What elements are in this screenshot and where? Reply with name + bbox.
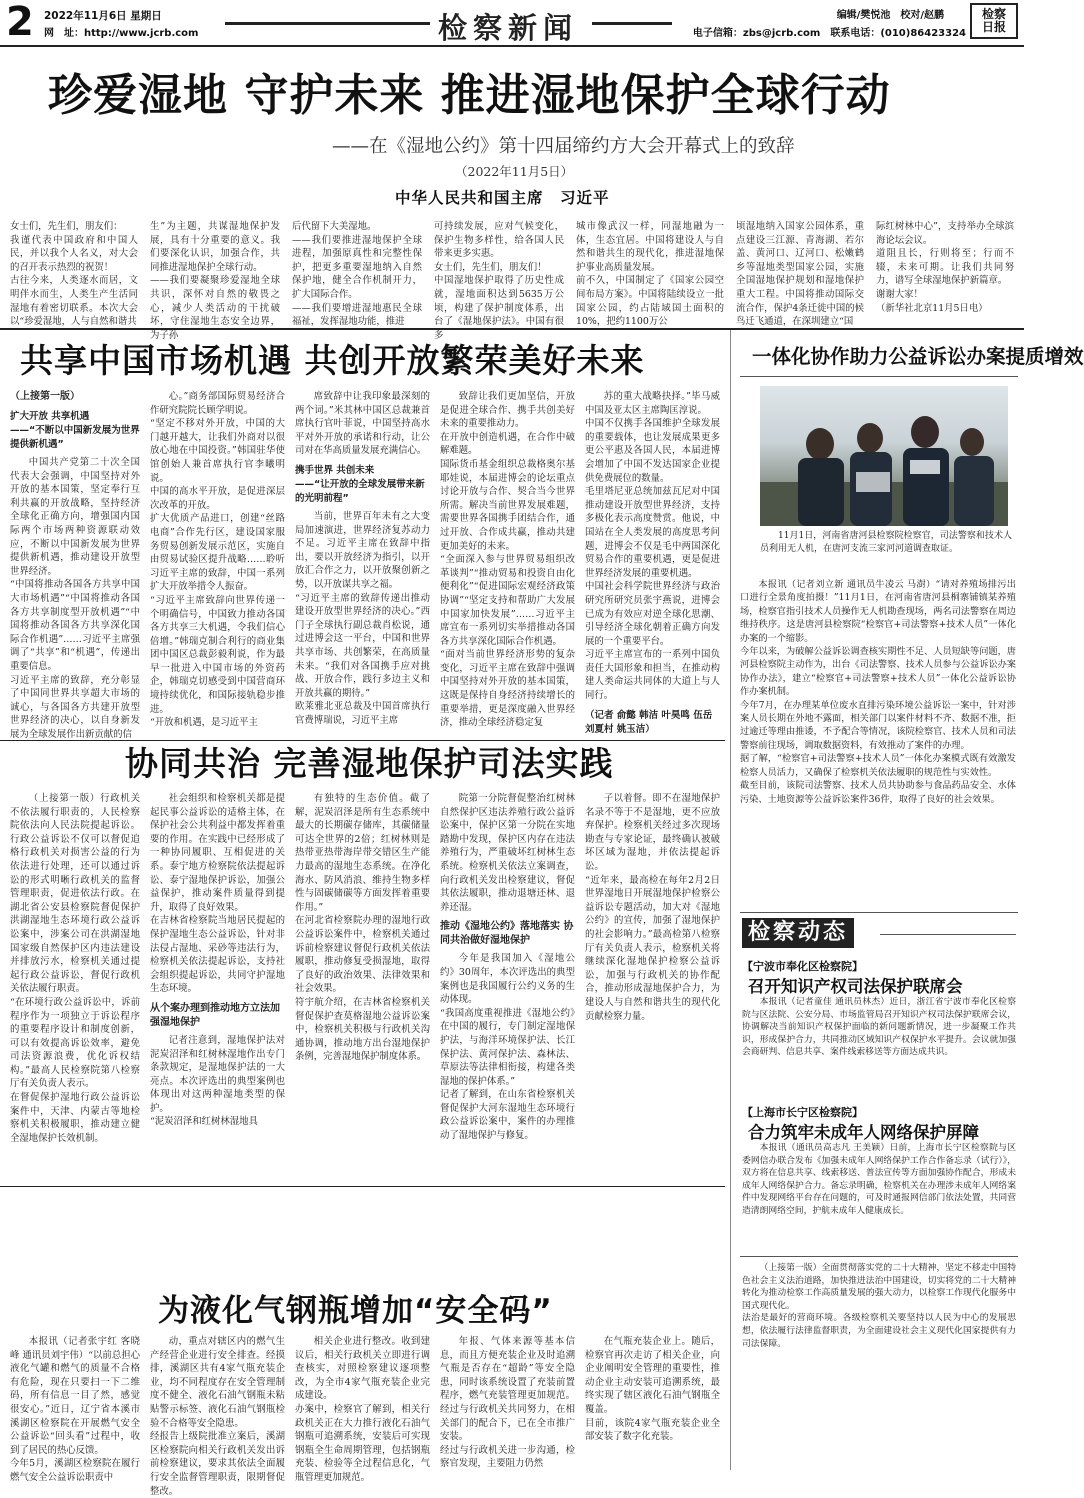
speech-col-4 <box>434 220 564 341</box>
editors: 编辑/樊悦池 校对/赵鹏 <box>836 10 944 21</box>
dongtai-item2-text: 本报讯（通讯员高志凡 王美颖）日前，上海市长宁区检察院与区委网信办联合发布《加强未成年人网络保护工作合作备忘录（试行）》，双方将在信息共享、线索移送、普法宣传等方面加强协作配合，形成未成年人网络保护合力。备忘录明确，检察机关在办理涉未成年人网络案件中发现网络平台存在问题的，可及时通报网信部门依法处置，共同营造清朗网络空间，护航未成年人健康成长。 <box>742 1143 1016 1216</box>
market-bottom-rule <box>0 740 725 741</box>
dongtai-label-rule <box>880 934 1016 935</box>
speech-col-1 <box>10 220 138 328</box>
market-col-1 <box>10 390 140 740</box>
market-text-4: 致辞让我们更加坚信，开放是促进全球合作、携手共创美好未来的重要推动力。 在开放中创造机遇，在合作中破解难题。 国际货币基金组织总裁格奥尔基耶娃说，本届进博会的论坛重点讨论开放与合作、契合当今世界所需。解决当前世界发展难题，需要世界各国携手团结合作，通过开放、合作成共赢，推动共建更加美好的未来。 “全面深入参与世界贸易组织改革谈判”“推动贸易和投资自由化便利化”“促进国际宏观经济政策协调”“坚定支持和帮助广大发展中国家加快发展”……习近平主席宣布一系列切实举措推动各国各方共享深化国际合作机遇。 “面对当前世界经济形势的复杂变化，习近平主席在致辞中强调中国坚持对外开放的基本国策，这既是保持自身经济持续增长的重要举措，更是深度融入世界经济，推动全球经济稳定复 <box>440 391 575 729</box>
right-column-divider <box>730 330 731 1470</box>
gas-text-5: 在气瓶充装企业上。随后，检察官再次走访了相关企业，向企业阐明安全管理的重要性，推动企业主动安装可追溯系统，最终实现了辖区液化石油气钢瓶全覆盖。 目前，该院4家气瓶充装企业全部安装了数字化充装。 <box>585 1336 720 1443</box>
speech-bottom-rule <box>0 328 1024 330</box>
judicial-sub-2: 推动《湿地公约》落地落实 协同共治做好湿地保护 <box>440 921 574 947</box>
judicial-text-2b: 记者注意到，湿地保护法对泥炭沼泽和红树林湿地作出专门条款规定，是湿地保护法的一大亮点。本次评选出的典型案例也体现出对这两种湿地类型的保护。 “泥炭沼泽和红树林湿地具 <box>150 1034 285 1128</box>
market-text-3b: 当前，世界百年未有之大变局加速演进，世界经济复苏动力不足。习近平主席在致辞中指出，要以开放经济为指引，以开放汇合作之力，以开放聚创新之势，以开放谋共享之福。 “习近平主席的致辞传递出推动建设开放型世界经济的决心。”西门子全球执行副总裁肖松说，通过进博会这一平台，中国和世界共享市场、共创繁荣，在高质量未来。“我们对各国携手应对挑战、开放合作，践行多边主义和开放共赢的期待。” 欧莱雅北亚总裁及中国首席执行官费博瑞说，习近平主席 <box>295 510 430 726</box>
dongtai-item1-text: 本报讯（记者童佳 通讯员林杰）近日，浙江省宁波市奉化区检察院与区法院、公安分局、市场监管局召开知识产权司法保护联席会议，协调解决当前知识产权保护面临的新问题新情况，进一步凝聚工作共识，形成保护合力，共同推动区域知识产权保护水平提升。会议就加强会商研判、信息共享、案件线索移送等方面达成共识。 <box>742 997 1016 1058</box>
dongtai-label-box <box>742 918 874 948</box>
dongtai-item2-org: 【上海市长宁区检察院】 <box>742 1106 863 1119</box>
dongtai-top-rule <box>740 912 1018 913</box>
speech-col-3 <box>292 220 422 328</box>
judicial-col-1 <box>10 792 140 1182</box>
header-rule-left <box>225 22 430 25</box>
side-top-text: 本报讯（记者刘立新 通讯员牛凌云 马澍）“请对养殖场排污出口进行全景角度拍摄！”11月1日，在河南省唐河县桐寨铺镇某养殖场，检察官指引技术人员操作无人机勘查现场，两名司法警察在周边维持秩序。这是唐河县检察院“检察官+司法警察+技术人员”一体化办案的一个缩影。 今年以来，为破解公益诉讼调查核实期性不足、人员短缺等问题，唐河县检察院主动作为，出台《司法警察、技术人员参与公益诉讼办案协作办法》，建立“检察官+司法警察+技术人员”一体化公益诉讼协作办案机制。 今年7月，在办理某单位废水直排污染环境公益诉讼一案中，针对涉案人员长期在外地不露面，相关部门以案件材料不齐、数据不准，拒过逾迁等理由推诿，不予配合等情况，该院检察官、技术人员和司法警察前往现场，调取数据资料，有效推动了案件的办理。 据了解，“检察官+司法警察+技术人员”一体化办案模式既有效激发检察人员活力，又确保了检察机关依法履职的规范性与实效性。 截至目前，该院司法警察、技术人员共协助参与食品药品安全、水体污染、土地资源等公益诉讼案件36件，取得了良好的社会效果。 <box>740 579 1016 805</box>
contact: 电子信箱：zbs@jcrb.com 联系电话：(010)86423324 <box>692 28 966 39</box>
judicial-col-3 <box>295 792 430 1182</box>
speech-col-6 <box>736 220 864 328</box>
page-number: 2 <box>6 0 34 45</box>
dongtai-item2-title: 合力筑牢未成年人网络保护屏障 <box>748 1123 979 1142</box>
judicial-title: 协同共治 完善湿地保护司法实践 <box>125 744 614 783</box>
dongtai-item2-body <box>742 1142 1016 1250</box>
judicial-col-2 <box>150 792 285 1182</box>
speech-col-2 <box>150 220 280 341</box>
gas-text-4: 年报、气体来源等基本信息，而且方便充装企业及时追溯气瓶是否存在“超龄”等安全隐患，同时该系统设置了充装前置程序，燃气充装管理更加规范。经过与行政机关共同努力，在相关部门的配合下，已在全市推广安装。 经过与行政机关进一步沟通，检察官发现，主要阻力仍然 <box>440 1336 575 1470</box>
speech-col-5 <box>576 220 724 328</box>
market-col-5 <box>585 390 720 735</box>
market-text-2: 心。”商务部国际贸易经济合作研究院院长顾学明说。 “坚定不移对外开放，中国的大门越开越大，让我们外商对以很放心地在中国投资。”韩国驻华使馆创始人兼首席执行官李曦明说。 中国的高水平开放，是促进深层次改革的开放。 扩大优质产品进口，创建“丝路电商”合作先行区，建设国家服务贸易创新发展示范区，实施自由贸易试验区提升战略……聆听习近平主席的致辞，中国一系列扩大开放举措令人振奋。 “习近平主席致辞向世界传递一个明确信号，中国致力推动各国各方共享三大机遇，令我们信心倍增。”韩瑞克制合利行的商业集团中国区总裁彭毅利说，作为最早一批进入中国市场的外资药企，韩瑞克切感受到中国营商环境持续优化，和国际接轨稳步推进。 “开放和机遇，是习近平主 <box>150 391 285 729</box>
judicial-text-2: 社会组织和检察机关都是提起民事公益诉讼的适格主体，在保护社会公共利益中都发挥着重要的作用。在实践中已经形成了一种协同履职、互相促进的关系。泰宁地方检察院依法提起诉讼、泰宁湿地保护诉讼，加强公益保护，推动案件质量得到提升，取得了良好效果。 在吉林省检察院当地居民提起的保护湿地生态公益诉讼，针对非法侵占湿地、采砂等违法行为，检察机关依法提起诉讼，支持社会组织提起诉讼，共同守护湿地生态环境。 <box>150 793 285 995</box>
speech-author: 中华人民共和国主席 习近平 <box>395 189 610 207</box>
speech-text-3: 后代留下大美湿地。 ——我们要推进湿地保护全球进程，加强原真性和完整性保护，把更多重要湿地纳入自然保护地，健全合作机制开力，扩大国际合作。 ——我们要增进湿地惠民全球福祉，发挥湿地功能，推进 <box>292 221 422 328</box>
speech-text-2: 生”为主题，共谋湿地保护发展，具有十分重要的意义。我们要深化认识，加强合作，共同推进湿地保护全球行动。 ——我们要凝聚珍爱湿地全球共识，深怀对自然的敬畏之心，减少人类活动的干扰破坏，守住湿地生态安全边界，为子孙 <box>150 221 280 341</box>
gas-title: 为液化气钢瓶增加“安全码” <box>158 1293 553 1329</box>
gas-col-5 <box>585 1335 720 1465</box>
section-title: 检察新闻 <box>438 11 579 45</box>
speech-text-6: 顷湿地纳入国家公园体系，重点建设三江源、青海湖、若尔盖、黄河口、辽河口、松嫩鹤乡等湿地类型国家公园，实施全国湿地保护规划和湿地保护重大工程。中国将推动国际交流合作，保护4条迁徙中国的候鸟迁飞通道，在深圳建立“国 <box>736 221 864 328</box>
speech-text-1: 女士们，先生们，朋友们： 我谨代表中国政府和中国人民，并以我个人名义，对大会的召开表示热烈的祝贺！ 古往今来，人类逐水而居，文明伴水而生，人类生产生活同湿地有着密切联系。本次大会以“珍爱湿地，人与自然和谐共 <box>10 221 138 328</box>
header-rule-right <box>592 22 672 25</box>
judicial-col-4 <box>440 792 575 1182</box>
photo-caption <box>760 530 1012 578</box>
side-top-body <box>740 578 1016 908</box>
market-col-3 <box>295 390 430 735</box>
gas-text-2: 动，重点对辖区内的燃气生产经营企业进行安全排查。经摸排，溪湖区共有4家气瓶充装企业，均不同程度存在安全管理制度不健全、液化石油气钢瓶未粘贴警示标签、液化石油气钢瓶检验不合格等安全隐患。 经报告上级院批准立案后，溪湖区检察院向相关行政机关发出诉前检察建议，要求其依法全面履行安全监督管理职责，限期督促整改。 <box>150 1336 285 1497</box>
market-sub-2: 携手世界 共创未来 ——“让开放的全球发展带来新的光明前程” <box>295 464 425 504</box>
dongtai-item1-body <box>742 996 1016 1096</box>
news-photo <box>760 386 1008 526</box>
logo-text: 检察日报 <box>981 7 1006 34</box>
header-bottom-rule <box>0 45 1024 47</box>
speech-title: 珍爱湿地 守护未来 推进湿地保护全球行动 <box>48 70 891 121</box>
dongtai-item1-title: 召开知识产权司法保护联席会 <box>748 977 963 996</box>
market-col-2 <box>150 390 285 735</box>
market-text-5: 苏的重大战略抉择。”毕马威中国及亚太区主席陶匡淳说。 中国不仅携手各国维护全球发展的重要载体，也让发展成果更多更公平惠及各国人民，本届进博会增加了中国不发达国家企业提供免费展位的数量。 毛里塔尼亚总统加兹瓦尼对中国推动建设开放型世界经济，支持多极化表示高度赞赏。他说，中国站在全人类发展的高度思考问题，进博会不仅是毛中两国深化贸易合作的重要机遇，更是促进世界经济发展的重要机遇。 中国社会科学院世界经济与政治研究所研究员张宇燕说，进博会已成为有效应对逆全球化思潮、引导经济全球化朝着正确方向发展的一个重要平台。 习近平主席宣布的一系列中国负责任大国形象和担当，在推动构建人类命运共同体的大道上与人同行。 <box>585 391 720 702</box>
photo-people-icon <box>760 386 1008 526</box>
side-bottom-rule <box>740 1256 1018 1257</box>
judicial-text-3: 有独特的生态价值。截了解，泥炭沼泽是所有生态系统中最大的长期碳存储库，其碳储量可达全世界的2倍；红树林则是热带亚热带海岸带交错区生产能力最高的湿地生态系统。在净化海水、防风消浪、维持生物多样性与固碳储碳等方面发挥着重要作用。” 在河北省检察院办理的湿地行政公益诉讼案件中，检察机关通过诉前检察建议督促行政机关依法履职，推动修复受损湿地，取得了良好的政治效果、法律效果和社会效果。 符宇航介绍，在吉林省检察机关督促保护查莫格湿地公益诉讼案中，检察机关积极与行政机关沟通协调，推动地方出台湿地保护条例，完善湿地保护制度体系。 <box>295 793 430 1063</box>
date-line: 2022年11月6日 星期日 <box>44 10 162 22</box>
dongtai-label: 检察动态 <box>742 918 854 948</box>
market-lead: （上接第一版） <box>10 391 80 402</box>
gas-col-3 <box>295 1335 430 1483</box>
gas-col-2 <box>150 1335 285 1497</box>
side-top-title: 一体化协作助力公益诉讼办案提质增效 <box>752 345 1084 368</box>
speech-subtitle: ——在《湿地公约》第十四届缔约方大会开幕式上的致辞 <box>332 136 795 157</box>
speech-date: （2022年11月5日） <box>455 164 574 179</box>
judicial-col-5 <box>585 792 720 1182</box>
market-text-1: 中国共产党第二十次全国代表大会强调，中国坚持对外开放的基本国策，坚定奉行互利共赢的开放战略，坚持经济全球化正确方向，增强国内国际两个市场两种资源联动效应，不断以中国新发展为世界提供新机遇，推动建设开放型世界经济。 “中国将推动各国各方共享中国大市场机遇”“中国将推动各国各方共享制度型开放机遇”“中国将推动各国各方共享深化国际合作机遇”……习近平主席强调了“共享”和“机遇”，传递出重要信息。 习近平主席的致辞，充分彰显了中国同世界共享超大市场的诚心，与各国各方共建开放型世界经济的决心，以自身新发展为全球发展作出新贡献的信 <box>10 457 140 740</box>
speech-text-7: 际红树林中心”，支持举办全球滨海论坛会议。 道阻且长，行则将至；行而不辍，未来可期。让我们共同努力，谱写全球湿地保护新篇章。 谢谢大家！ （新华社北京11月5日电） <box>876 221 1014 314</box>
judicial-sub-1: 从个案办理到推动地方立法加强湿地保护 <box>150 1002 280 1028</box>
market-sub-1: 扩大开放 共享机遇 ——“不断以中国新发展为世界提供新机遇” <box>10 411 140 450</box>
speech-text-5: 城市像武汉一样，同湿地融为一体，生态宜居。中国将建设人与自然和谐共生的现代化，推进湿地保护事业高质量发展。 前不久，中国制定了《国家公园空间布局方案》。中国将陆续设立一批国家公园，约占陆域国土面积的10%，把约1100万公 <box>576 221 724 328</box>
market-col-4 <box>440 390 575 735</box>
gas-text-3: 相关企业进行整改。收到建议后，相关行政机关立即进行调查核实，对照检察建议逐项整改，为全市4家气瓶充装企业完成建设。 办案中，检察官了解到，相关行政机关正在大力推行液化石油气钢瓶可追溯系统，安装后可实现钢瓶全生命周期管理，包括钢瓶充装、检验等全过程信息化，气瓶管理更加规范。 <box>295 1336 430 1483</box>
market-title: 共享中国市场机遇 共创开放繁荣美好未来 <box>20 341 645 380</box>
dongtai-item1-org: 【宁波市奉化区检察院】 <box>742 960 863 973</box>
judicial-text-5: 子以着督。即不在湿地保护名录不等于不是湿地，更不应放弃保护。检察机关经过多次现场勘查与专家论证，最终确认被破坏区域为湿地，并依法提起诉讼。 “近年来，最高检在每年2月2日世界湿地日开展湿地保护检察公益诉讼专题活动，加大对《湿地公约》的宣传，加强了湿地保护的社会影响力。”最高检第八检察厅有关负责人表示，检察机关将继续深化湿地保护检察公益诉讼，加强与行政机关的协作配合，推动形成湿地保护合力，为建设人与自然和谐共生的现代化贡献检察力量。 <box>585 793 720 1022</box>
gas-text-1: 本报讯（记者张宇红 客晓峰 通讯员刘宇伟）“以前总担心液化气罐和燃气的质量不合格有危险，现在只要扫一下二维码，所有信息一目了然，感觉很安心。”近日，辽宁省本溪市溪湖区检察院在开展燃气安全公益诉讼“回头看”过程中，收到了居民的热心反馈。 今年5月，溪湖区检察院在履行燃气安全公益诉讼职责中 <box>10 1336 140 1483</box>
market-byline: （记者 俞懿 韩洁 叶昊鸣 伍岳 刘夏村 姚玉洁） <box>585 709 713 735</box>
side-top-title-rule <box>740 376 1018 377</box>
side-bottom-body <box>742 1262 1016 1467</box>
side-bottom-text: （上接第一版）全面贯彻落实党的二十大精神，坚定不移走中国特色社会主义法治道路，加快推进法治中国建设，切实将党的二十大精神转化为推动检察工作高质量发展的强大动力，以检察工作现代化服务中国式现代化。 法治是最好的营商环境。各级检察机关要坚持以人民为中心的发展思想，依法履行法律监督职责，为全面建设社会主义现代化国家提供有力司法保障。 <box>742 1263 1016 1349</box>
gas-col-4 <box>440 1335 575 1470</box>
speech-text-4: 可持续发展，应对气候变化，保护生物多样性，给各国人民带来更多实惠。 女士们，先生们，朋友们！ 中国湿地保护取得了历史性成就，湿地面积达到5635万公顷，构建了保护制度体系，出台了《湿地保护法》。中国有很多 <box>434 221 564 341</box>
judicial-bottom-rule <box>0 1186 725 1187</box>
judicial-text-1: （上接第一版）行政机关不依法履行职责的，人民检察院依法向人民法院提起诉讼。行政公益诉讼不仅可以督促追格行政机关对损害公益的行为依法进行处理，还可以通过诉讼的形式明晰行政机关的监督管理职责，促进依法行政。在湖北省公安县检察院督促保护洪湖湿地生态环境行政公益诉讼案中，涉案公司在洪湖湿地国家级自然保护区内违法建设并排放污水，检察机关通过提起行政公益诉讼，督促行政机关依法履行职责。 “在环境行政公益诉讼中，诉前程序作为一项独立于诉讼程序的重要程序设计和制度创新，可以有效提高诉讼效率，避免司法资源浪费，优化诉权结构。”最高人民检察院第八检察厅有关负责人表示。 在督促保护湿地行政公益诉讼案件中，天津、内蒙古等地检察机关积极履职，推动建立健全湿地保护长效机制。 <box>10 793 140 1144</box>
photo-caption-text: 11月1日，河南省唐河县检察院检察官，司法警察和技术人员利用无人机，在唐河支流三家河河道调查取证。 <box>760 531 1012 554</box>
website[interactable]: 网 址：http://www.jcrb.com <box>44 28 199 39</box>
judicial-text-4: 院第一分院督促整治红树林自然保护区违法养殖行政公益诉讼案中，保护区第一分院在实地踏勘中发现，保护区内存在违法养殖行为，严重破坏红树林生态系统。检察机关依法立案调查，向行政机关发出检察建议，督促其依法履职，推动退塘还林、退养还湿。 <box>440 793 575 913</box>
speech-col-7 <box>876 220 1014 322</box>
gas-col-1 <box>10 1335 140 1483</box>
judicial-text-4b: 今年是我国加入《湿地公约》30周年，本次评选出的典型案例也是我国履行公约义务的生动体现。 “我国高度重视推进《湿地公约》在中国的履行，专门制定湿地保护法，与海洋环境保护法、长江保护法、黄河保护法、森林法、草原法等法律相衔接，构建各类湿地的保护体系。” 记者了解到，在山东省检察机关督促保护大河东湿地生态环境行政公益诉讼案中，案件的办理推动了湿地保护与修复。 <box>440 953 575 1142</box>
newspaper-logo <box>970 3 1018 39</box>
market-text-3: 席致辞中让我印象最深刻的两个词。”米其林中国区总裁兼首席执行官叶菲说，中国坚持高水平对外开放的承诺和行动，让公司对在华高质量发展充满信心。 <box>295 391 430 457</box>
